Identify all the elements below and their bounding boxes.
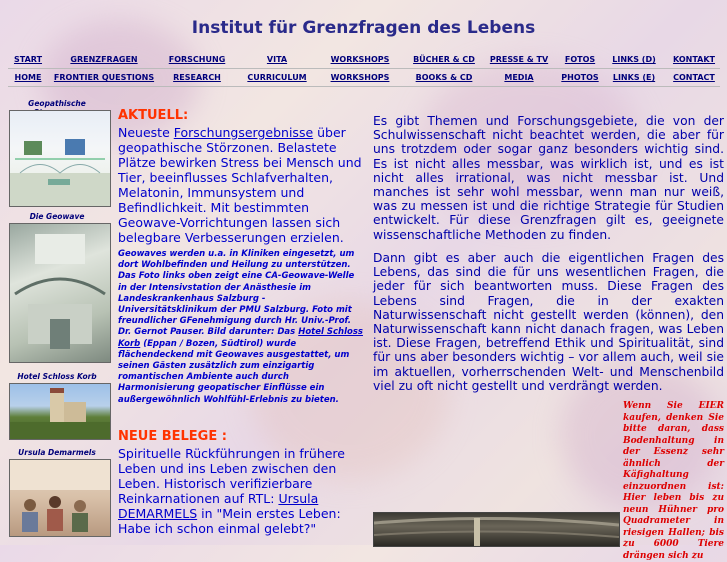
nav-links-en[interactable]: LINKS (E) xyxy=(612,73,656,82)
hotel-schloss-korb-link[interactable]: Hotel Schloss Korb xyxy=(118,327,363,349)
stresszone-image[interactable] xyxy=(9,110,111,207)
nav-fotos[interactable]: FOTOS xyxy=(564,55,596,64)
nav-divider xyxy=(8,68,720,69)
nav-curriculum[interactable]: CURRICULUM xyxy=(247,73,307,82)
belege-text-part: in "Mein erstes Leben: Habe ich schon einmal gelebt?" xyxy=(118,506,341,536)
caption-geowave: Die Geowave xyxy=(29,212,85,221)
geowave-section xyxy=(118,249,366,406)
intro-paragraph-2: Dann gibt es aber auch die eigentlichen Fragen des Lebens, das sind die für uns wesentlichen Fragen, die jeder für sich beantworten muss. Diese Fragen des Lebens sind Fragen, die in der exakten Naturwissenschaft nicht gestellt werden (können), den Naturwissenschaft kann nicht danach fragen, was Leben ist. Diese Fragen, betreffend Ethik und Spiritualität, sind für uns aber besonders wichtig – vor allem auch, weil sie im aktuellen, vorherrschenden Welt- und Menschenbild viel zu oft nicht gestellt und verdrängt werden. xyxy=(373,251,724,393)
schloss-korb-image[interactable] xyxy=(9,383,111,440)
nav-media[interactable]: MEDIA xyxy=(504,73,534,82)
belege-heading: NEUE BELEGE : xyxy=(118,429,227,444)
belege-text xyxy=(118,446,366,536)
nav-photos[interactable]: PHOTOS xyxy=(561,73,599,82)
nav-start[interactable]: START xyxy=(13,55,43,64)
chicken-hall-image[interactable] xyxy=(373,512,620,547)
geowave-text xyxy=(118,249,366,406)
nav-grenzfragen[interactable]: GRENZFRAGEN xyxy=(70,55,138,64)
nav-vita[interactable]: VITA xyxy=(266,55,288,64)
nav-frontier-questions[interactable]: FRONTIER QUESTIONS xyxy=(53,73,155,82)
nav-links-de[interactable]: LINKS (D) xyxy=(612,55,656,64)
nav-research[interactable]: RESEARCH xyxy=(173,73,221,82)
geowave-photo xyxy=(10,224,110,362)
geowave-text-part: Geowaves werden u.a. in Kliniken eingesetzt, um dort Wohlbefinden und Heilung zu unterstützen. Das Foto links oben zeigt eine CA-Geowave-Welle in der Intensivstation der Anästhesie im Landeskrankenhaus Salzburg - Universitätsklinikum der PMU Salzburg. Foto mit freundlicher GFenehmigung durch Hr. Univ.-Prof. Dr. Gernot Pauser. Bild darunter: Das xyxy=(118,249,355,338)
nav-contact[interactable]: CONTACT xyxy=(673,73,715,82)
workshop-photo xyxy=(10,460,110,536)
aktuell-heading: AKTUELL: xyxy=(118,108,189,123)
chicken-hall-photo xyxy=(374,513,619,546)
aktuell-text-part: über geopathische Störzonen. Belastete Plätze bewirken Stress bei Mensch und Tier, beeinflusses Schlafverhalten, Melatonin, Immunsystem und Befindlichkeit. Mit bestimmten Geowave-Vorrichtungen lassen sich belegbare Verbesserungen erzielen. xyxy=(118,125,362,245)
caption-demarmels: Ursula Demarmels xyxy=(18,448,96,457)
aktuell-text-part: Neueste xyxy=(118,125,174,140)
belege-text-part: Spirituelle Rückführungen in frühere Leben und ins Leben zwischen den Leben. Historisch verifizierbare Reinkarnationen auf RTL: xyxy=(118,446,345,506)
forschungsergebnisse-link[interactable]: Forschungsergebnisse xyxy=(173,125,314,140)
nav-buecher-cd[interactable]: BÜCHER & CD xyxy=(413,55,475,64)
nav-forschung[interactable]: FORSCHUNG xyxy=(168,55,226,64)
eggs-note: Wenn Sie EIER kaufen, denken Sie bitte daran, dass Bodenhaltung in der Essenz sehr ähnlich der Käfighaltung einzuordnen ist: Hier leben bis zu neun Hühner pro Quadrameter in riesigen Hallen; bis zu 6000 Tiere drängen sich zu xyxy=(623,401,724,561)
ursula-demarmels-link[interactable]: Ursula DEMARMELS xyxy=(118,491,319,521)
aktuell-text xyxy=(118,125,366,245)
nav-workshops-de[interactable]: WORKSHOPS xyxy=(330,55,390,64)
caption-stresszone: Geopathische xyxy=(28,99,86,108)
caption-schloss-korb: Hotel Schloss Korb xyxy=(17,372,97,381)
stresszone-diagram xyxy=(10,111,110,206)
nav-workshops-en[interactable]: WORKSHOPS xyxy=(330,73,390,82)
nav-divider xyxy=(8,86,720,87)
nav-presse-tv[interactable]: PRESSE & TV xyxy=(489,55,549,64)
nav-books-cd[interactable]: BOOKS & CD xyxy=(415,73,473,82)
castle-photo xyxy=(10,384,110,439)
demarmels-image[interactable] xyxy=(9,459,111,537)
intro-paragraph-1: Es gibt Themen und Forschungsgebiete, die von der Schulwissenschaft nicht beachtet werden, die aber für uns trotzdem oder sogar ganz besonders wichtig sind. Es ist nicht alles messbar, was wirklich ist, und es ist nicht alles irrational, was nicht messbar ist. Und manches ist sehr wohl messbar, wenn man nur weiß, was zu messen ist und die richtige Strategie für Studien entwickelt. Für diese Grenzfragen gilt es, geeignete wissenschaftliche Methoden zu finden. xyxy=(373,114,724,242)
aktuell-section xyxy=(118,108,366,245)
nav-kontakt[interactable]: KONTAKT xyxy=(672,55,716,64)
belege-section xyxy=(118,429,366,536)
geowave-image[interactable] xyxy=(9,223,111,363)
geowave-text-part: (Eppan / Bozen, Südtirol) wurde flächendeckend mit Geowaves ausgestattet, um seinen Gästen zusätzlich zum einzigartig romantischen Ambiente auch durch Harmonisierung geopatischer Einflüsse ein außergewöhnlich Wohlfühl-Erlebnis zu bieten. xyxy=(118,338,350,405)
nav-home[interactable]: HOME xyxy=(14,73,42,82)
page-title: Institut für Grenzfragen des Lebens xyxy=(191,18,536,38)
